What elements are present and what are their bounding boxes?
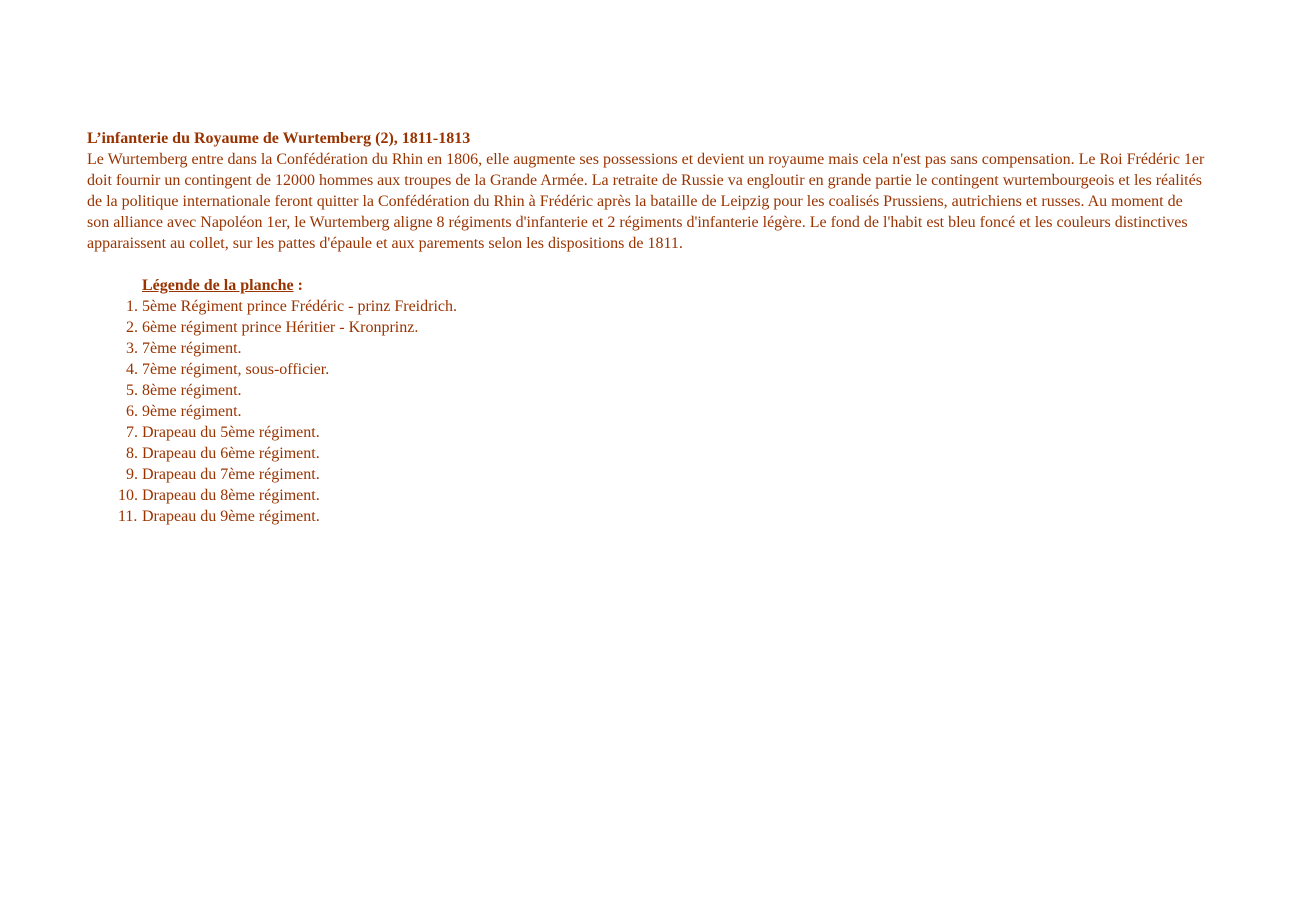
list-item-number: 1. xyxy=(126,298,138,315)
list-item-number: 9. xyxy=(126,466,138,483)
list-item xyxy=(87,359,1207,380)
list-item-text: 7ème régiment, sous-officier. xyxy=(142,361,330,378)
list-item-text: Drapeau du 8ème régiment. xyxy=(142,487,320,504)
list-item xyxy=(87,296,1207,317)
list-item-text: 6ème régiment prince Héritier - Kronprinz. xyxy=(142,319,419,336)
list-item-text: 8ème régiment. xyxy=(142,382,242,399)
list-item-number: 3. xyxy=(126,340,138,357)
list-item-number: 8. xyxy=(126,445,138,462)
list-item-text: Drapeau du 5ème régiment. xyxy=(142,424,320,441)
intro-paragraph: Le Wurtemberg entre dans la Confédération du Rhin en 1806, elle augmente ses possessions et devient un royaume mais cela n'est pas sans compensation. Le Roi Frédéric 1er doit fournir un contingent de 12000 hommes aux troupes de la Grande Armée. La retraite de Russie va engloutir en grande partie le contingent wurtembourgeois et les réalités de la politique internationale feront quitter la Confédération du Rhin à Frédéric après la bataille de Leipzig pour les coalisés Prussiens, autrichiens et russes. Au moment de son alliance avec Napoléon 1er, le Wurtemberg aligne 8 régiments d'infanterie et 2 régiments d'infanterie légère. Le fond de l'habit est bleu foncé et les couleurs distinctives apparaissent au collet, sur les pattes d'épaule et aux parements selon les dispositions de 1811. xyxy=(87,151,1205,252)
list-item xyxy=(87,401,1207,422)
list-item-text: 7ème régiment. xyxy=(142,340,242,357)
list-item xyxy=(87,422,1207,443)
list-item-text: Drapeau du 9ème régiment. xyxy=(142,508,320,525)
list-item-text: 5ème Régiment prince Frédéric - prinz Freidrich. xyxy=(142,298,457,315)
list-item-number: 11. xyxy=(118,508,138,525)
list-item xyxy=(87,464,1207,485)
legend-heading-label: Légende de la planche xyxy=(142,277,294,294)
document-title: L’infanterie du Royaume de Wurtemberg (2), 1811-1813 xyxy=(87,130,471,147)
list-item xyxy=(87,485,1207,506)
list-item xyxy=(87,506,1207,527)
document-content xyxy=(87,128,1207,527)
legend-list xyxy=(87,296,1207,527)
list-item-number: 7. xyxy=(126,424,138,441)
list-item-number: 2. xyxy=(126,319,138,336)
list-item-number: 6. xyxy=(126,403,138,420)
list-item xyxy=(87,443,1207,464)
list-item-number: 10. xyxy=(118,487,138,504)
legend-heading xyxy=(142,275,1207,296)
list-item-text: Drapeau du 6ème régiment. xyxy=(142,445,320,462)
list-item xyxy=(87,338,1207,359)
list-item xyxy=(87,317,1207,338)
list-item-text: Drapeau du 7ème régiment. xyxy=(142,466,320,483)
list-item-number: 4. xyxy=(126,361,138,378)
list-item-text: 9ème régiment. xyxy=(142,403,242,420)
legend-heading-suffix: : xyxy=(293,277,303,294)
list-item-number: 5. xyxy=(126,382,138,399)
list-item xyxy=(87,380,1207,401)
